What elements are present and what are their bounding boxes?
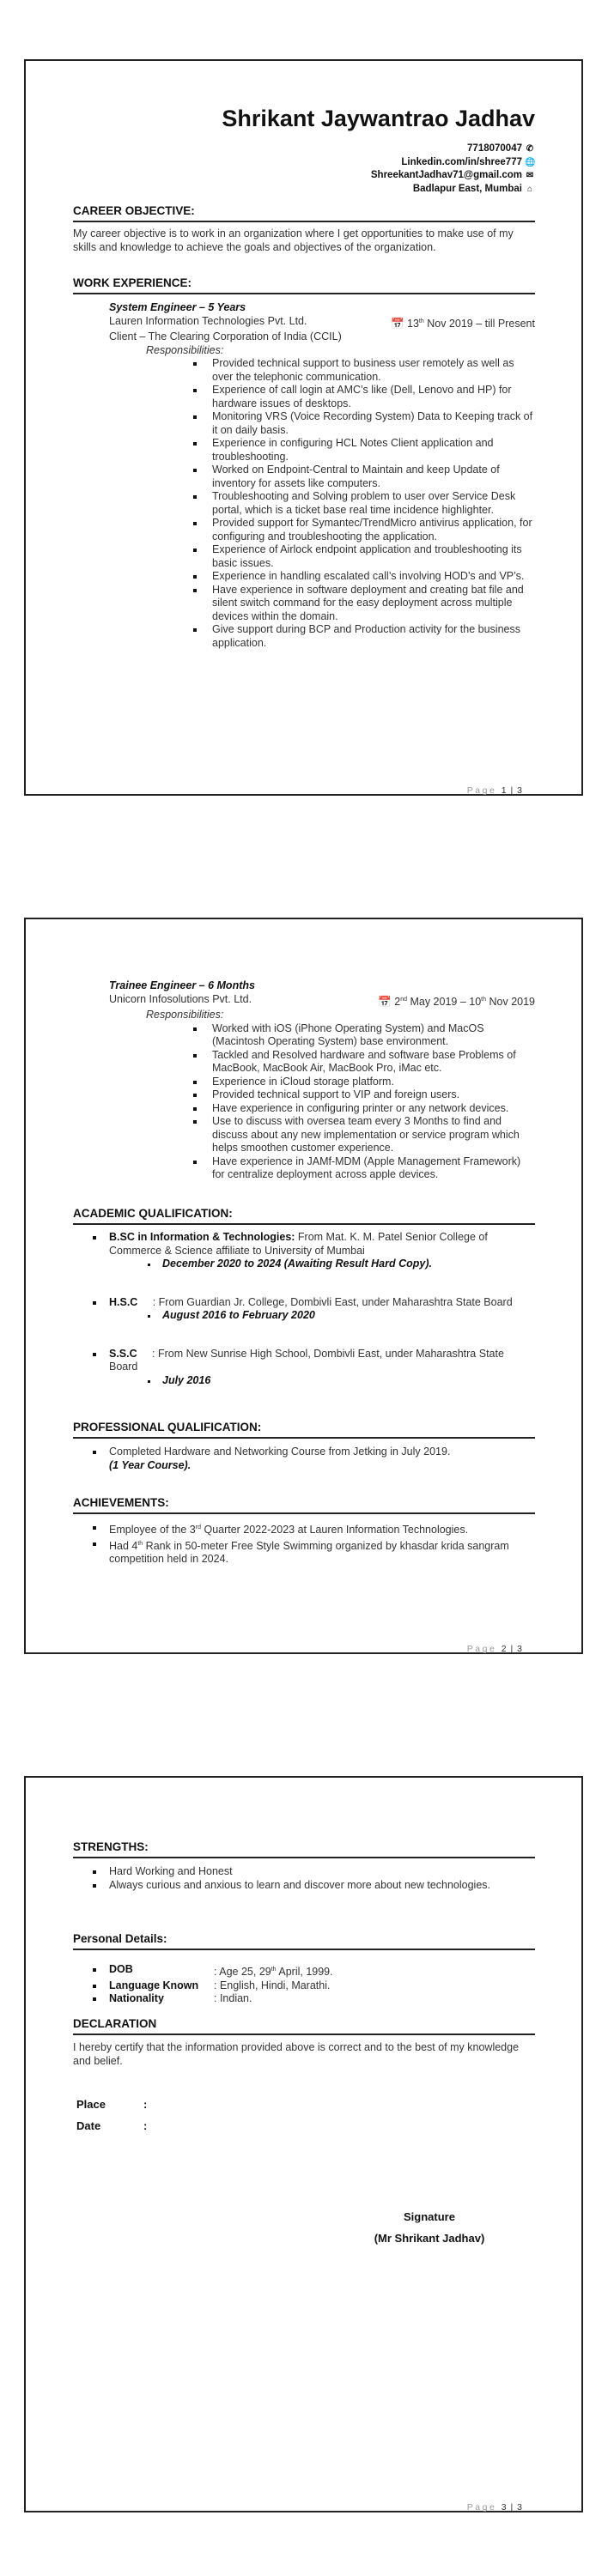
calendar-icon: 📅 [390,317,404,330]
company: Lauren Information Technologies Pvt. Ltd. [109,314,307,327]
phone: 7718070047 [467,143,522,154]
list-item: Had 4th Rank in 50-meter Free Style Swimming organized by khasdar krida sangram competition held in 2024. [109,1537,535,1567]
declaration-text: I hereby certify that the information provided above is correct and to the best of my knowledge and belief. [73,2041,520,2067]
job-title: Trainee Engineer – 6 Months [109,979,255,991]
page-footer: Page 1 | 3 [466,785,523,796]
responsibility-item: Worked with iOS (iPhone Operating System) and MacOS (Macintosh Operating System) base environment. [212,1022,535,1049]
responsibility-item: Worked on Endpoint-Central to Maintain and keep Update of inventory for assets like computers. [212,464,535,490]
email-link[interactable]: ShreekantJadhav71@gmail.com [370,170,522,180]
professional-heading: PROFESSIONAL QUALIFICATION: [73,1421,535,1439]
career-objective-heading: CAREER OBJECTIVE: [73,204,535,222]
responsibilities-label: Responsibilities: [146,343,224,356]
responsibility-item: Have experience in software deployment and creating bat file and silent switch command for the easy deployment across multiple devices within the domain. [212,584,535,624]
responsibility-item: Use to discuss with oversea team every 3 Months to find and discuss about any new implementation or service program which helps smoothen customer experience. [212,1115,535,1155]
calendar-icon: 📅 [378,995,392,1008]
linkedin-link[interactable]: Linkedin.com/in/shree777 [401,156,522,167]
page-2 [24,918,583,1654]
responsibility-item: Experience of call login at AMC’s like (Dell, Lenovo and HP) for hardware issues of desktops. [212,384,535,410]
list-item: Always curious and anxious to learn and discover more about new technologies. [109,1879,535,1893]
page-footer: Page 3 | 3 [466,2502,523,2512]
signatory-name: (Mr Shrikant Jadhav) [374,2232,485,2245]
responsibilities-label: Responsibilities: [146,1009,224,1021]
page-3 [24,1776,583,2512]
responsibility-item: Provided support for Symantec/TrendMicro antivirus application, for configuring and troubleshooting the application. [212,517,535,543]
academic-date: July 2016 [73,1374,535,1388]
achievements-heading: ACHIEVEMENTS: [73,1496,535,1514]
contact-block [73,142,535,196]
academic-date: August 2016 to February 2020 [73,1309,535,1323]
academic-list [73,1231,535,1412]
job-trainee-engineer [73,979,535,1182]
dob-row: DOB : Age 25, 29th April, 1999. [109,1963,535,1979]
job-dates: 📅 2nd May 2019 – 10th Nov 2019 [378,995,535,1008]
location: Badlapur East, Mumbai [412,183,522,194]
responsibility-item: Have experience in JAMf-MDM (Apple Management Framework) for centralize deployment across apple devices. [212,1155,535,1182]
work-experience-heading: WORK EXPERIENCE: [73,276,535,294]
academic-item: B.SC in Information & Technologies: From Mat. K. M. Patel Senior College of Commerce & Science affiliate to University of Mumbai December 2020 to 2024 (Awaiting Result Hard Copy). [109,1231,535,1271]
candidate-name: Shrikant Jaywantrao Jadhav [222,106,535,131]
achievements-list [73,1521,535,1567]
place-row: Place : [76,2098,148,2111]
list-item: Completed Hardware and Networking Course from Jetking in July 2019. (1 Year Course). [109,1446,535,1472]
responsibility-item: Provided technical support to business user remotely as well as over the telephonic communication. [212,357,535,384]
nationality-row: Nationality : Indian. [109,1992,535,2006]
responsibility-item: Monitoring VRS (Voice Recording System) Data to Keeping track of it on daily basis. [212,410,535,437]
job-title: System Engineer – 5 Years [109,301,246,313]
responsibility-item: Tackled and Resolved hardware and software base Problems of MacBook, MacBook Air, MacBook Pro, iMac etc. [212,1049,535,1076]
declaration-heading: DECLARATION [73,2017,535,2035]
responsibility-item: Provided technical support to VIP and foreign users. [212,1088,535,1102]
academic-date: December 2020 to 2024 (Awaiting Result Hard Copy). [73,1258,535,1271]
academic-heading: ACADEMIC QUALIFICATION: [73,1207,535,1225]
responsibilities-list [109,357,535,650]
company: Unicorn Infosolutions Pvt. Ltd. [109,992,252,1005]
signature-label: Signature [404,2210,455,2223]
home-icon: ⌂ [526,184,533,194]
job-dates: 📅 13th Nov 2019 – till Present [390,317,535,330]
responsibility-item: Experience of Airlock endpoint application and troubleshooting its basic issues. [212,543,535,570]
academic-item: S.S.C : From New Sunrise High School, Dombivli East, under Maharashtra State Board July 2016 [109,1348,535,1388]
globe-icon: 🌐 [525,157,536,167]
personal-details-heading: Personal Details: [73,1932,535,1950]
page-footer: Page 2 | 3 [466,1644,523,1654]
responsibility-item: Experience in iCloud storage platform. [212,1076,535,1089]
language-row: Language Known : English, Hindi, Marathi. [109,1979,535,1993]
strengths-heading: STRENGTHS: [73,1840,535,1858]
client: Client – The Clearing Corporation of India (CCIL) [109,330,342,343]
date-row: Date : [76,2119,148,2132]
strengths-list [73,1865,535,1892]
academic-item: H.S.C : From Guardian Jr. College, Dombivli East, under Maharashtra State Board August 2016 to February 2020 [109,1296,535,1323]
page-1 [24,59,583,796]
phone-icon: ✆ [526,144,534,154]
responsibility-item: Have experience in configuring printer or any network devices. [212,1102,535,1116]
list-item: Employee of the 3rd Quarter 2022-2023 at Lauren Information Technologies. [109,1521,535,1537]
professional-list [73,1446,535,1472]
list-item: Hard Working and Honest [109,1865,535,1879]
personal-details-list [73,1963,535,2006]
responsibility-item: Experience in configuring HCL Notes Client application and troubleshooting. [212,437,535,464]
job-system-engineer [73,301,535,650]
responsibility-item: Give support during BCP and Production activity for the business application. [212,623,535,650]
responsibility-item: Troubleshooting and Solving problem to user over Service Desk portal, which is a ticket base real time incidence highlighter. [212,490,535,517]
responsibility-item: Experience in handling escalated call’s involving HOD’s and VP’s. [212,570,535,584]
envelope-icon: ✉ [526,171,534,180]
responsibilities-list [109,1022,535,1182]
career-objective-text: My career objective is to work in an organization where I get opportunities to make use of my skills and knowledge to achieve the goals and objectives of the organization. [73,227,514,253]
